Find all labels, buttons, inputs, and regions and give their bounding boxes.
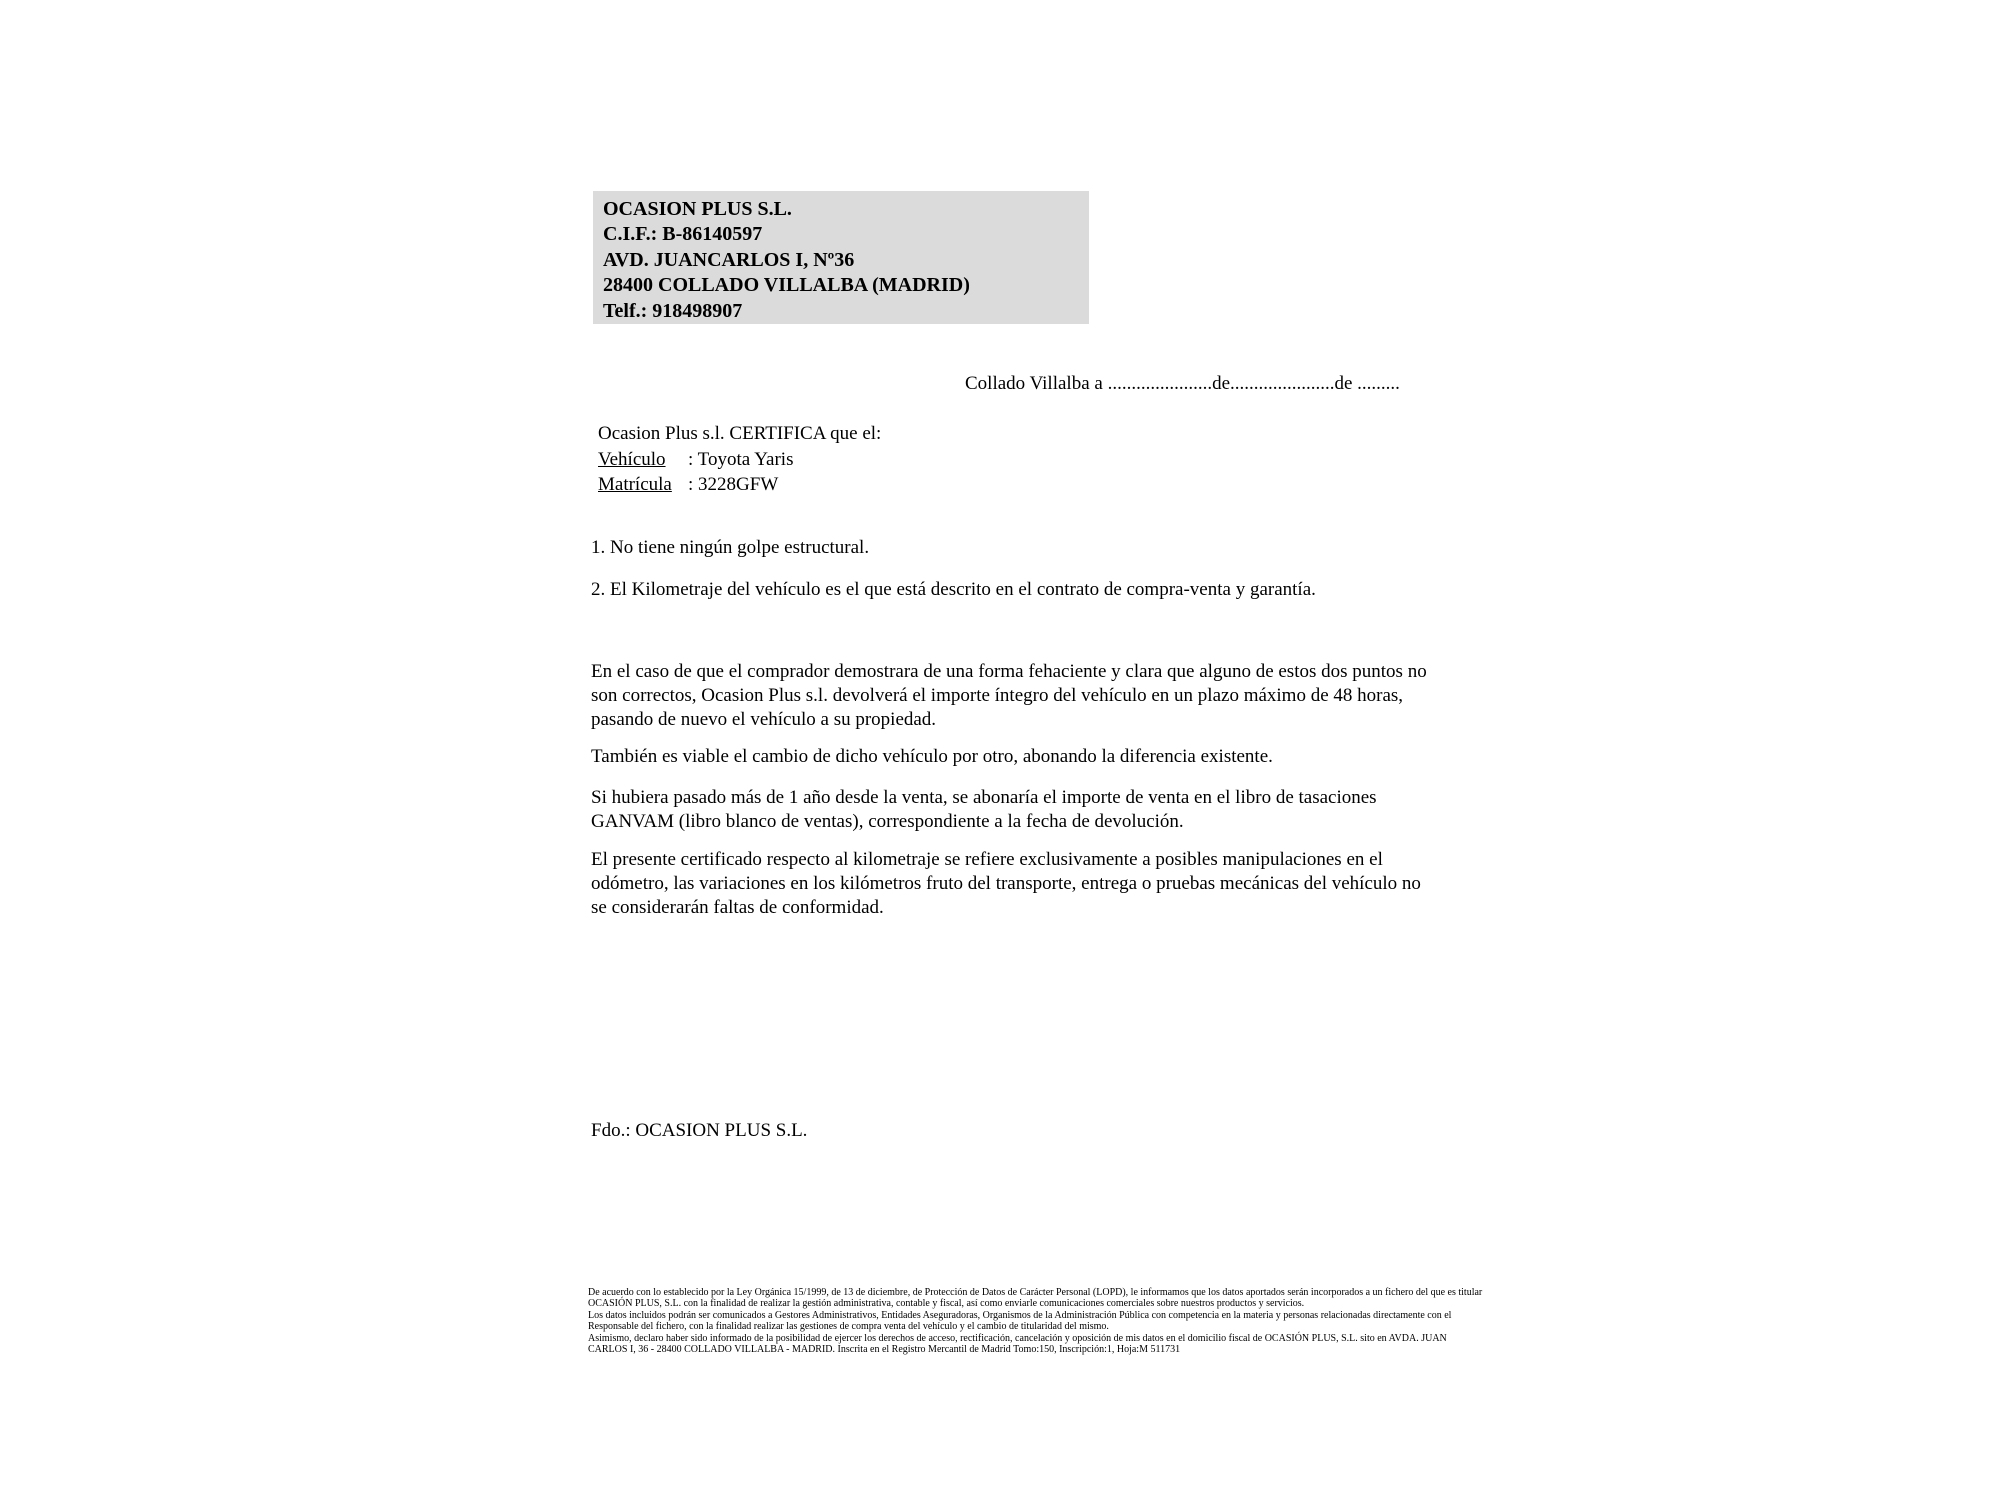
- numbered-item-1: 1. No tiene ningún golpe estructural.: [591, 537, 870, 558]
- legal-footer-line: De acuerdo con lo establecido por la Ley Orgánica 15/1999, de 13 de diciembre, de Protección de Datos de Carácter Personal (LOPD), le informamos que los datos aportados serán incorporados a un fichero del que es titular: [588, 1287, 1483, 1298]
- legal-footer: [588, 1287, 1483, 1356]
- legal-footer-line: Los datos incluidos podrán ser comunicados a Gestores Administrativos, Entidades Aseguradoras, Organismos de la Administración Pública con competencia en la materia y personas relacionadas directamente con el: [588, 1309, 1452, 1321]
- paragraph-exchange: También es viable el cambio de dicho vehículo por otro, abonando la diferencia existente.: [591, 746, 1273, 767]
- vehicle-field: [598, 447, 881, 473]
- legal-footer-line: OCASIÓN PLUS, S.L. con la finalidad de realizar la gestión administrativa, contable y fiscal, así como enviarle comunicaciones comerciales sobre nuestros productos y servicios.: [588, 1298, 1305, 1310]
- company-cif: C.I.F.: B-86140597: [603, 223, 763, 246]
- certify-intro: Ocasion Plus s.l. CERTIFICA que el:: [598, 423, 882, 444]
- legal-footer-line: Responsable del fichero, con la finalidad realizar las gestiones de compra venta del vehículo y el cambio de titularidad del mismo.: [588, 1321, 1109, 1333]
- paragraph-refund: En el caso de que el comprador demostrara de una forma fehaciente y clara que alguno de estos dos puntos no son correctos, Ocasion Plus s.l. devolverá el importe íntegro del vehículo en un plazo máximo de 48 horas, pasando de nuevo el vehículo a su propiedad.: [591, 661, 1427, 730]
- company-address: AVD. JUANCARLOS I, Nº36: [603, 248, 855, 271]
- signature-line: Fdo.: OCASION PLUS S.L.: [591, 1120, 808, 1141]
- plate-value: : 3228GFW: [688, 474, 779, 495]
- company-phone: Telf.: 918498907: [603, 299, 743, 322]
- plate-field: [598, 472, 881, 498]
- numbered-item-2: 2. El Kilometraje del vehículo es el que está descrito en el contrato de compra-venta y garantía.: [591, 579, 1316, 600]
- vehicle-label: Vehículo: [598, 448, 666, 470]
- paragraph-ganvam: Si hubiera pasado más de 1 año desde la venta, se abonaría el importe de venta en el libro de tasaciones GANVAM (libro blanco de ventas), correspondiente a la fecha de devolución.: [591, 787, 1377, 832]
- company-header-box: [593, 191, 1089, 324]
- legal-footer-line: CARLOS I, 36 - 28400 COLLADO VILLALBA - MADRID. Inscrita en el Registro Mercantil de Madrid Tomo:150, Inscripción:1, Hoja:M 511731: [588, 1344, 1181, 1356]
- date-line: Collado Villalba a ......................de......................de .........: [965, 373, 1400, 394]
- plate-label: Matrícula: [598, 474, 672, 495]
- paragraph-odometer: El presente certificado respecto al kilometraje se refiere exclusivamente a posibles manipulaciones en el odómetro, las variaciones en los kilómetros fruto del transporte, entrega o pruebas mecánicas del vehículo no se considerarán faltas de conformidad.: [591, 849, 1421, 918]
- certification-block: [598, 421, 881, 498]
- vehicle-value: : Toyota Yaris: [688, 448, 794, 470]
- company-name: OCASION PLUS S.L.: [603, 198, 792, 220]
- legal-footer-line: Asimismo, declaro haber sido informado de la posibilidad de ejercer los derechos de acceso, rectificación, cancelación y oposición de mis datos en el domicilio fiscal de OCASIÓN PLUS, S.L. sito en AVDA. JUAN: [588, 1332, 1447, 1344]
- company-city: 28400 COLLADO VILLALBA (MADRID): [603, 274, 970, 297]
